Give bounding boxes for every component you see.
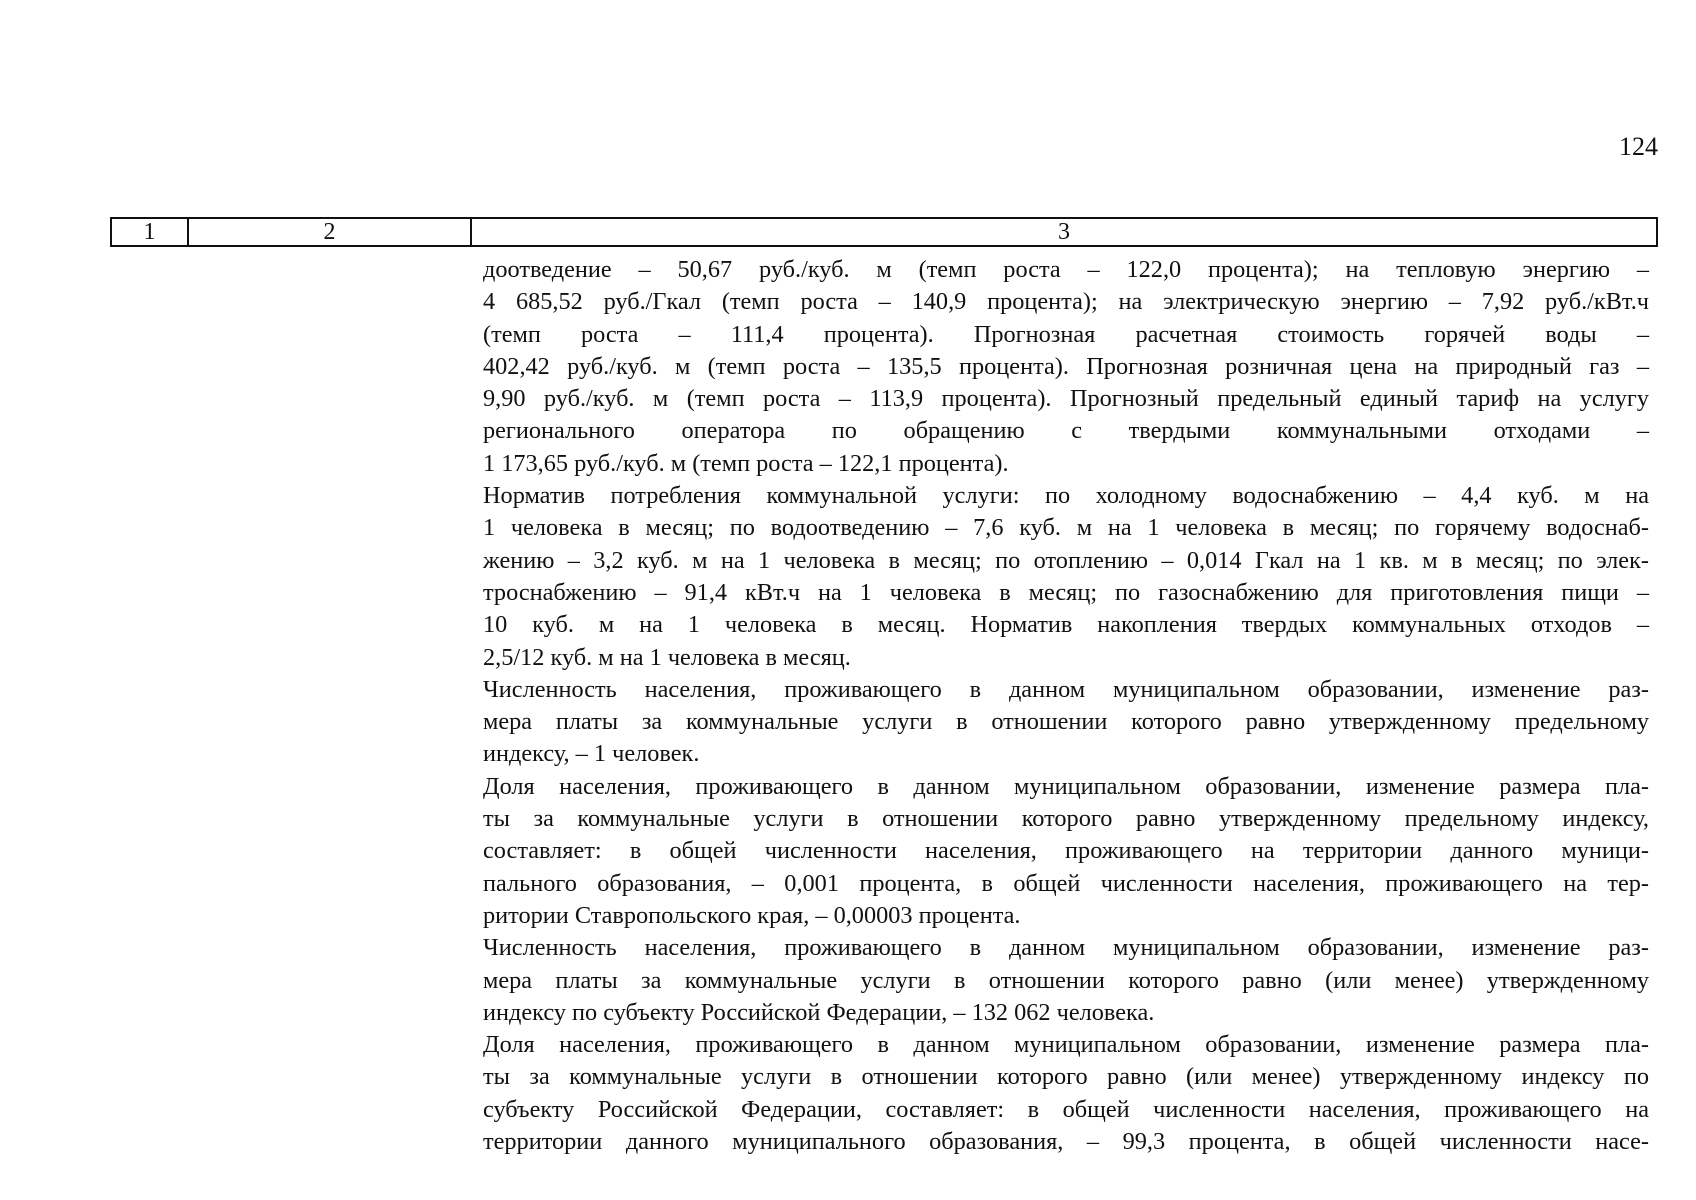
text-line: территории данного муниципального образования, – 99,3 процента, в общей численности насе-	[483, 1128, 1649, 1156]
table-column-header-row	[110, 217, 1658, 247]
text-line: пального образования, – 0,001 процента, в общей численности населения, проживающего на тер-	[483, 869, 1649, 897]
text-line: 402,42 руб./куб. м (темп роста – 135,5 процента). Прогнозная розничная цена на природный газ –	[483, 352, 1649, 380]
text-line: жению – 3,2 куб. м на 1 человека в месяц; по отоплению – 0,014 Гкал на 1 кв. м в месяц; по элек-	[483, 546, 1649, 574]
column-header-1: 1	[112, 219, 189, 245]
paragraph-population-equal-limit	[483, 674, 1649, 771]
text-line: 10 куб. м на 1 человека в месяц. Норматив накопления твердых коммунальных отходов –	[483, 611, 1649, 639]
text-line: мера платы за коммунальные услуги в отношении которого равно (или менее) утвержденному	[483, 966, 1649, 994]
paragraph-consumption-norms	[483, 480, 1649, 674]
text-line: субъекту Российской Федерации, составляет: в общей численности населения, проживающего на	[483, 1095, 1649, 1123]
text-line: ритории Ставропольского края, – 0,00003 процента.	[483, 901, 1021, 929]
text-line: 1 173,65 руб./куб. м (темп роста – 122,1 процента).	[483, 449, 1009, 477]
text-line: регионального оператора по обращению с твердыми коммунальными отходами –	[483, 417, 1649, 445]
text-line: Доля населения, проживающего в данном муниципальном образовании, изменение размера пла-	[483, 772, 1649, 800]
column-header-3: 3	[1058, 219, 1070, 245]
text-line: (темп роста – 111,4 процента). Прогнозная расчетная стоимость горячей воды –	[483, 320, 1649, 348]
text-line: мера платы за коммунальные услуги в отношении которого равно утвержденному предельному	[483, 708, 1649, 736]
text-line: 9,90 руб./куб. м (темп роста – 113,9 процента). Прогнозный предельный единый тариф на услугу	[483, 385, 1649, 413]
text-line: индексу, – 1 человек.	[483, 740, 700, 768]
text-line: 1 человека в месяц; по водоотведению – 7,6 куб. м на 1 человека в месяц; по горячему водоснаб-	[483, 514, 1649, 542]
text-line: Доля населения, проживающего в данном муниципальном образовании, изменение размера пла-	[483, 1031, 1649, 1059]
text-line: доотведение – 50,67 руб./куб. м (темп роста – 122,0 процента); на тепловую энергию –	[483, 256, 1649, 283]
paragraph-share-le-subject-index	[483, 1029, 1649, 1158]
text-line: индексу по субъекту Российской Федерации, – 132 062 человека.	[483, 998, 1155, 1026]
text-line: Норматив потребления коммунальной услуги: по холодному водоснабжению – 4,4 куб. м на	[483, 482, 1649, 510]
text-line: Численность населения, проживающего в данном муниципальном образовании, изменение раз-	[483, 675, 1649, 703]
text-line: 2,5/12 куб. м на 1 человека в месяц.	[483, 643, 851, 671]
text-line: троснабжению – 91,4 кВт.ч на 1 человека в месяц; по газоснабжению для приготовления пищи –	[483, 578, 1649, 606]
text-line: ты за коммунальные услуги в отношении которого равно (или менее) утвержденному индексу по	[483, 1063, 1649, 1091]
column-header-2: 2	[189, 219, 472, 245]
paragraph-share-equal-limit	[483, 771, 1649, 932]
text-line: 4 685,52 руб./Гкал (темп роста – 140,9 процента); на электрическую энергию – 7,92 руб./кВт.ч	[483, 288, 1649, 316]
text-line: Численность населения, проживающего в данном муниципальном образовании, изменение раз-	[483, 934, 1649, 962]
page-number: 124	[1619, 132, 1658, 161]
paragraph-population-le-subject-index	[483, 932, 1649, 1029]
column-3-text	[483, 254, 1649, 1158]
paragraph-tariffs-continued	[483, 254, 1649, 480]
text-line: составляет: в общей численности населения, проживающего на территории данного муници-	[483, 837, 1649, 865]
text-line: ты за коммунальные услуги в отношении которого равно утвержденному предельному индексу,	[483, 805, 1649, 833]
